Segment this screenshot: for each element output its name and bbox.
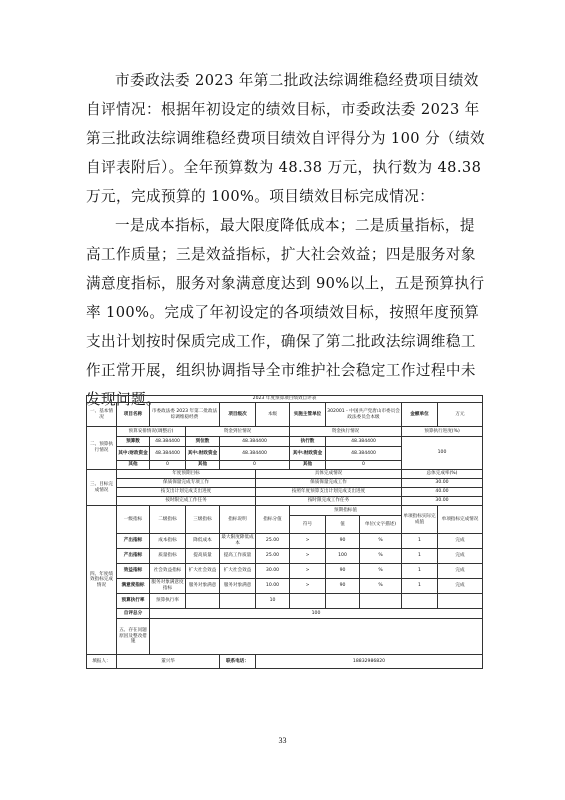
arrival-other-label: 其他 (186, 461, 220, 470)
indicator-row-cell (438, 594, 483, 609)
indicator-row-cell: > (290, 549, 326, 564)
indicator-header: 指标分值 (256, 506, 290, 534)
indicator-row-cell: 完成 (438, 579, 483, 594)
indicator-header: 单项指标完成情况 (438, 506, 483, 534)
indicator-row-cell: > (290, 579, 326, 594)
section-indicators-label: 四、年度绩效指标完成情况 (87, 506, 117, 655)
indicator-row-cell: 1 (402, 549, 438, 564)
exec-other-label: 其他 (290, 461, 326, 470)
indicator-row-cell: % (360, 564, 402, 579)
indicator-row-cell (290, 594, 326, 609)
budget-rate-value: 100 (402, 437, 483, 470)
indicator-row-cell: 1 (402, 579, 438, 594)
budget-fiscal-value: 48.384400 (150, 447, 186, 461)
indicator-subheader: 值 (326, 516, 360, 534)
indicator-row-cell: 质量指标 (150, 549, 186, 564)
evaluation-table (86, 395, 483, 669)
project-name-value: 市委政法委 2023 年第二批政法综调维稳经费 (150, 403, 220, 427)
indicator-row-cell: 完成 (438, 549, 483, 564)
goal-target: 按支出计划完成支出进度 (117, 488, 256, 497)
phone-value: 18832986820 (256, 655, 483, 669)
unit-label: 金额单位 (402, 403, 438, 427)
indicator-row-cell (186, 594, 220, 609)
arrival-fiscal-value: 48.384400 (220, 447, 290, 461)
page-number: 33 (278, 736, 287, 745)
exec-fiscal-value: 48.384400 (326, 447, 402, 461)
indicator-row-cell: > (290, 534, 326, 549)
budget-other-value: 0 (150, 461, 186, 470)
indicator-row-cell: 90 (326, 579, 360, 594)
section-budget-label: 二、预算执行情况 (87, 427, 117, 470)
exec-value: 48.384400 (326, 437, 402, 447)
achievement-paragraph: 一是成本指标，最大限度降低成本；二是质量指标，提高工作质量；三是效益指标，扩大社会效益；四是服务对象满意度指标，服务对象满意度达到 90%以上，五是预算执行率 100%。完成了年初设定的各项绩效目标，按照年度预算支出计划按时保质完成工作，确保了第二批政法综调维稳工作正常开展，组织协调指导全市维护社会稳定工作过程中未发现问题。 (86, 217, 485, 408)
goal-target: 按时限完成工作任务 (117, 497, 256, 506)
indicator-row-cell: 预算执行率 (150, 594, 186, 609)
indicator-row-cell: 10 (256, 594, 290, 609)
goal-rate: 30.00 (402, 497, 483, 506)
indicator-row-cell: 提高工作质量 (220, 549, 256, 564)
budget-arrival-header: 资金到位情况 (186, 427, 290, 437)
indicator-row-cell: 完成 (438, 534, 483, 549)
indicator-row-cell: 30.00 (256, 564, 290, 579)
indicator-row-cell (360, 594, 402, 609)
intro-paragraph: 市委政法委 2023 年第二批政法综调维稳经费项目绩效自评情况：根据年初设定的绩效目标，市委政法委 2023 年第三批政法综调维稳经费项目绩效自评得分为 100 分（绩效自评表附后）。全年预算数为 48.38 万元，执行数为 48.38 万元，完成预算的 100%。项目绩效目标完成情况： (86, 72, 485, 205)
goal-actual: 保质保量完成工作 (256, 479, 402, 488)
arrival-label: 到位数 (186, 437, 220, 447)
budget-other-label: 其他 (117, 461, 150, 470)
indicator-header: 指标说明 (220, 506, 256, 534)
section-issues-label: 五、存在问题原因及整改措施 (117, 619, 150, 655)
indicator-header: 二级指标 (150, 506, 186, 534)
indicator-row-cell: 1 (402, 564, 438, 579)
budget-value: 48.384400 (150, 437, 186, 447)
indicator-header: 一级指标 (117, 506, 150, 534)
indicator-row-cell: 完成 (438, 564, 483, 579)
dept-label: 实施主管单位 (290, 403, 326, 427)
indicator-row-cell: > (290, 564, 326, 579)
indicator-row-cell: 服务对象满意 (186, 579, 220, 594)
unit-value: 万元 (438, 403, 483, 427)
project-level-label: 项目级次 (220, 403, 256, 427)
indicator-row-cell: 10.00 (256, 579, 290, 594)
indicator-header: 预期指标值 (290, 506, 402, 516)
goal-actual: 按照年度预算支出计划完成支出进度 (256, 488, 402, 497)
exec-label: 执行数 (290, 437, 326, 447)
indicator-row-cell: 社会效益指标 (150, 564, 186, 579)
goals-rate-header: 总体完成率(%) (402, 470, 483, 479)
indicator-header: 单项指标实际完成值 (402, 506, 438, 534)
total-score-value: 100 (150, 609, 483, 619)
indicator-subheader: 符号 (290, 516, 326, 534)
filler-name: 董兴华 (117, 655, 220, 669)
goal-rate: 40.00 (402, 488, 483, 497)
indicator-row-cell: 25.00 (256, 534, 290, 549)
issues-content (150, 619, 483, 655)
indicator-row-cell: % (360, 534, 402, 549)
total-score-label: 自评总分 (117, 609, 150, 619)
exec-other-value: 0 (326, 461, 402, 470)
indicator-row-cell (220, 594, 256, 609)
phone-label: 联系电话： (220, 655, 256, 669)
exec-fiscal-label: 其中:财政资金 (290, 447, 326, 461)
dept-value: 302001 - 中国共产党唐山市委员会政法委员会本级 (326, 403, 402, 427)
indicator-row-cell: 产出指标 (117, 534, 150, 549)
arrival-value: 48.384400 (220, 437, 290, 447)
goals-target-header: 年度预期目标 (117, 470, 256, 479)
budget-exec-header: 资金执行情况 (290, 427, 402, 437)
indicator-row-cell: 预算执行率 (117, 594, 150, 609)
indicator-row-cell: 效益指标 (117, 564, 150, 579)
indicator-row-cell: 100 (326, 549, 360, 564)
indicator-row-cell: 提高质量 (186, 549, 220, 564)
arrival-fiscal-label: 其中:财政资金 (186, 447, 220, 461)
section-goals-label: 三、目标完成情况 (87, 470, 117, 506)
indicator-row-cell: 1 (402, 534, 438, 549)
indicator-row-cell: 服务对象满意度指标 (150, 579, 186, 594)
indicator-row-cell: 服务对象满意 (220, 579, 256, 594)
section-basic-label: 一、基本情况 (87, 403, 117, 427)
indicator-row-cell: 最大限度降低成本 (220, 534, 256, 549)
filler-label: 填报人： (87, 655, 117, 669)
indicator-row-cell: 90 (326, 534, 360, 549)
goal-actual: 按时限完成工作任务 (256, 497, 402, 506)
budget-label: 预算数 (117, 437, 150, 447)
indicator-row-cell: 扩大社会效益 (220, 564, 256, 579)
indicator-row-cell: 25.00 (256, 549, 290, 564)
goal-rate: 30.00 (402, 479, 483, 488)
budget-plan-header: 预算安排情况(调整后) (117, 427, 186, 437)
indicator-row-cell: 90 (326, 564, 360, 579)
indicator-row-cell: 产出指标 (117, 549, 150, 564)
indicator-subheader: 单位(文字描述) (360, 516, 402, 534)
indicator-row-cell (326, 594, 360, 609)
budget-fiscal-label: 其中:财政资金 (117, 447, 150, 461)
indicator-row-cell: 降低成本 (186, 534, 220, 549)
indicator-row-cell: 扩大社会效益 (186, 564, 220, 579)
indicator-row-cell: % (360, 579, 402, 594)
indicator-row-cell: % (360, 549, 402, 564)
arrival-other-value: 0 (220, 461, 290, 470)
table-title: 2023 年度预算项目绩效自评表 (87, 396, 483, 403)
indicator-row-cell: 满意度指标 (117, 579, 150, 594)
goals-actual-header: 具体完成情况 (256, 470, 402, 479)
goal-target: 保质保量完成专项工作 (117, 479, 256, 488)
project-name-label: 项目名称 (117, 403, 150, 427)
project-level-value: 本级 (256, 403, 290, 427)
indicator-row-cell: 成本指标 (150, 534, 186, 549)
indicator-header: 三级指标 (186, 506, 220, 534)
budget-rate-header: 预算执行进度(%) (402, 427, 483, 437)
indicator-row-cell (402, 594, 438, 609)
